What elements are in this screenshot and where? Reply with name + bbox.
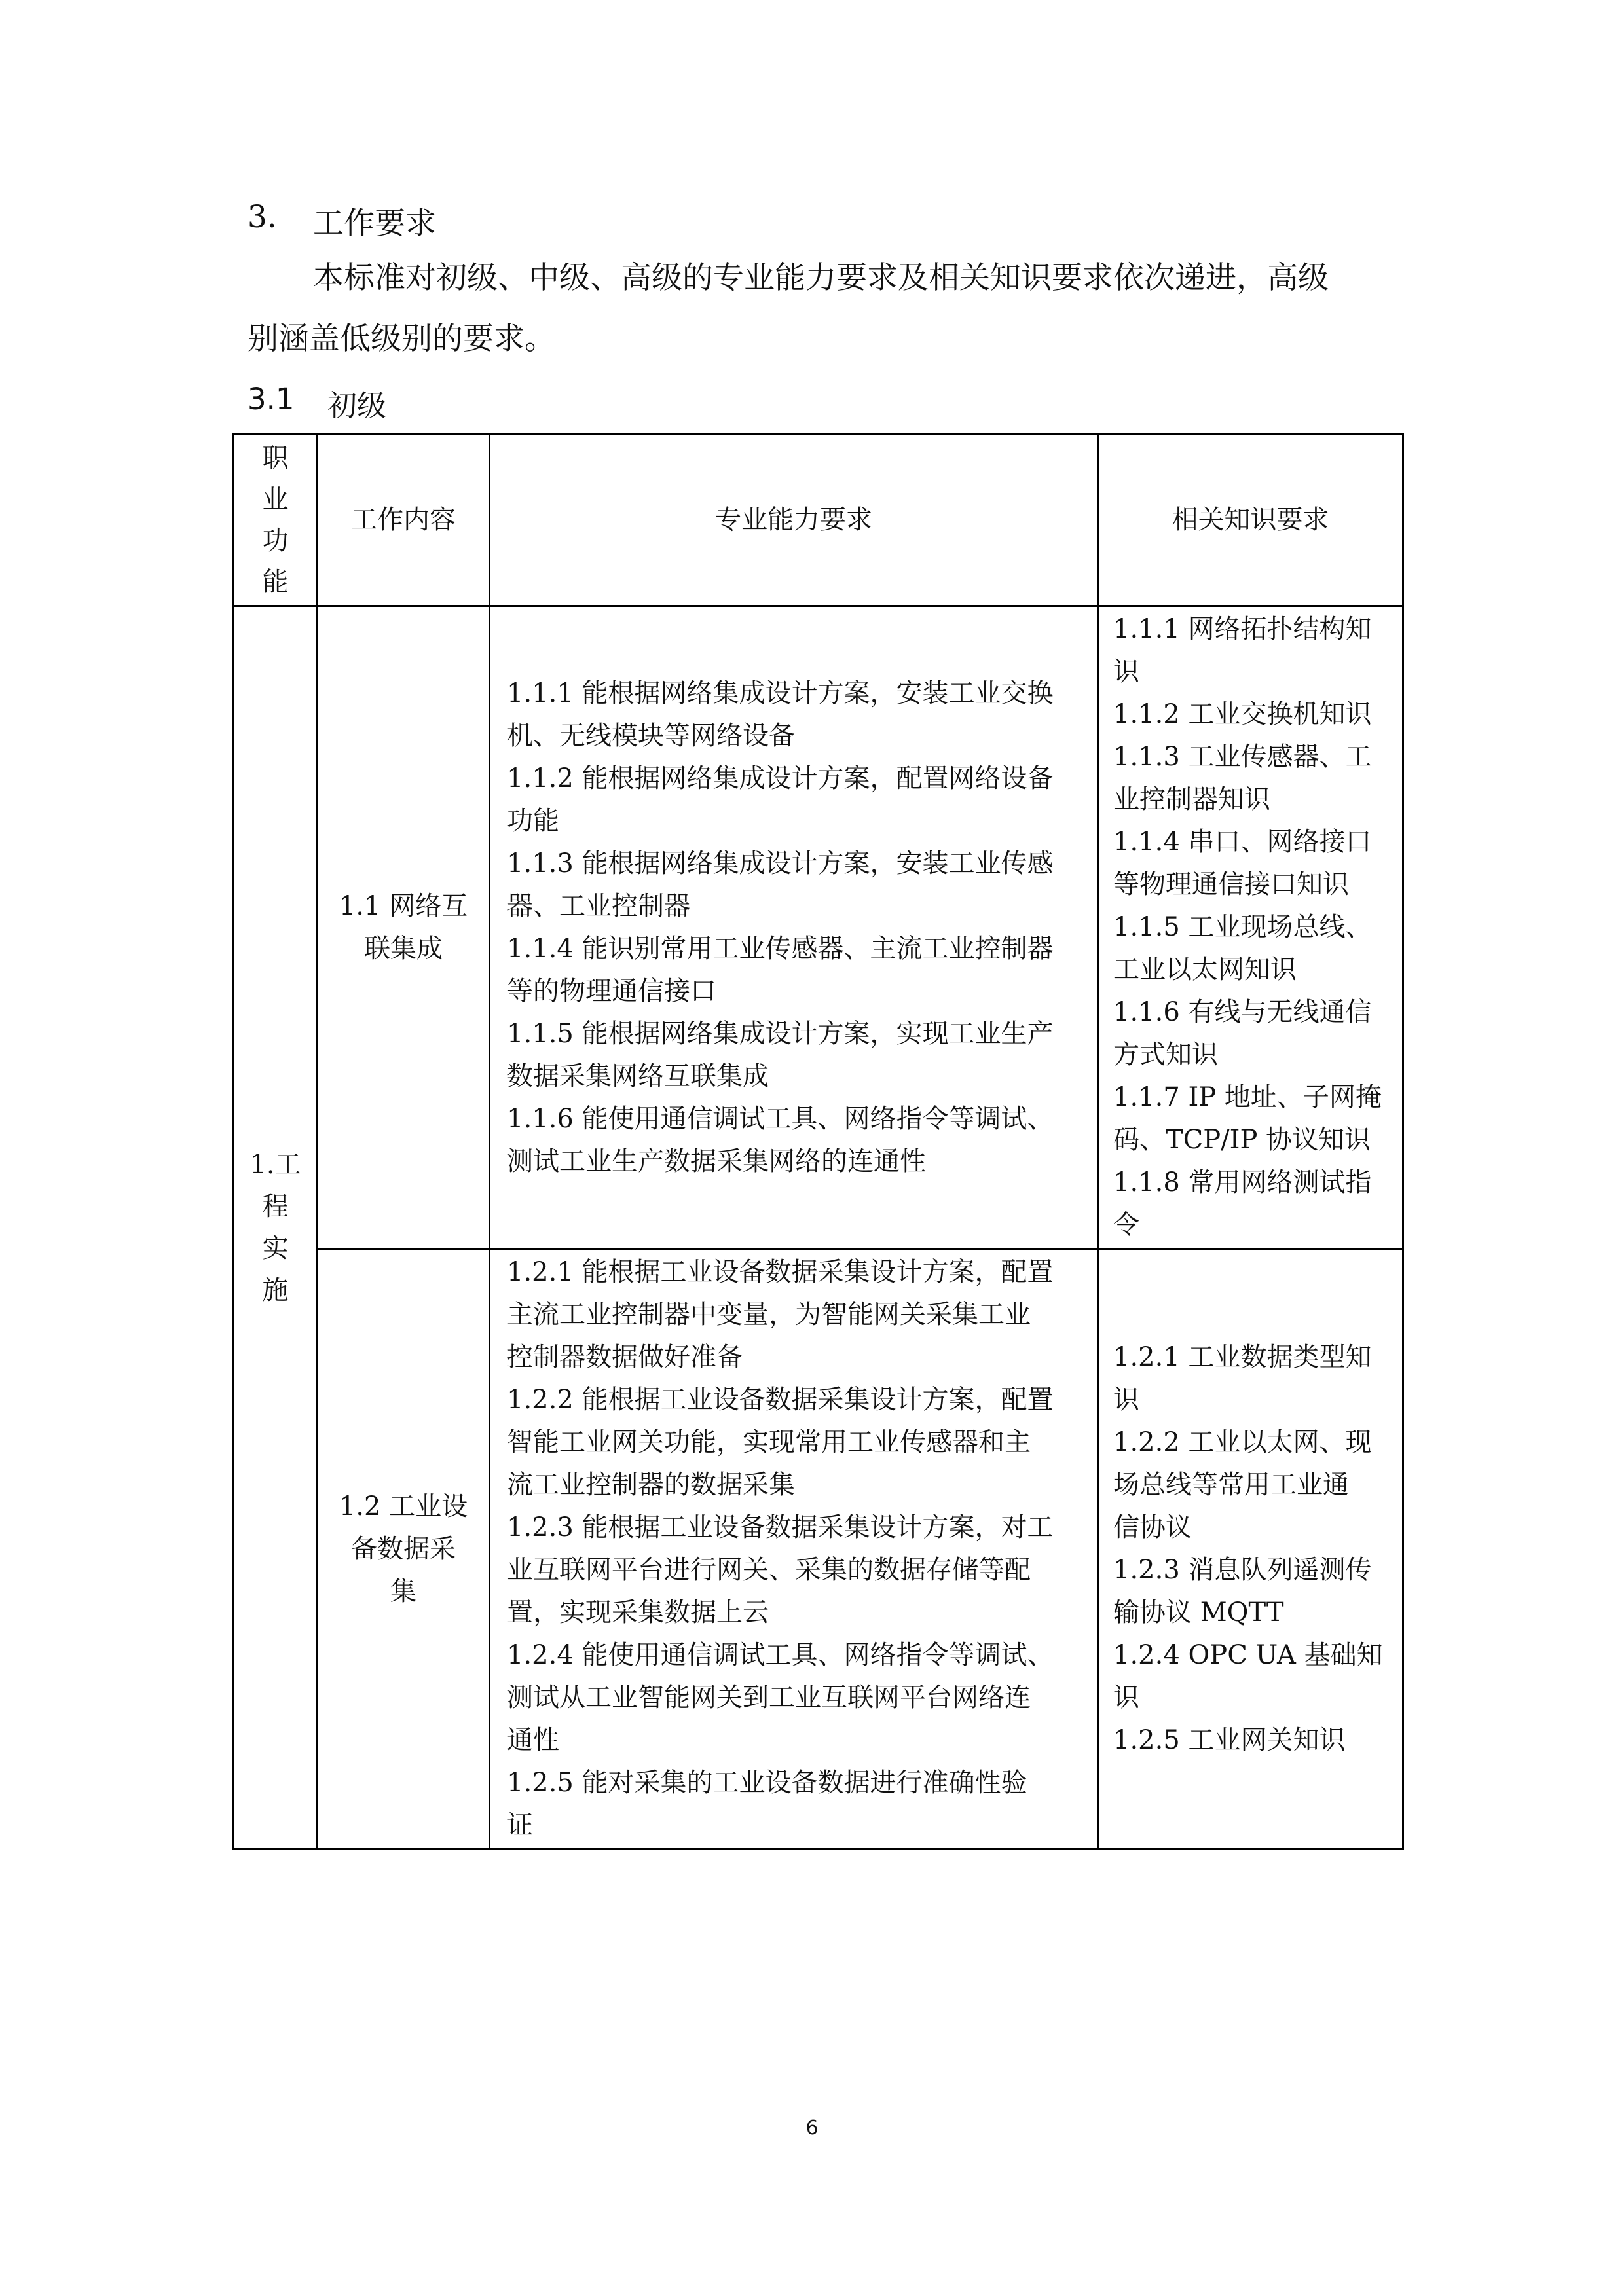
knowledge-line: 场总线等常用工业通 <box>1113 1470 1349 1500</box>
ability-line: 数据采集网络互联集成 <box>507 1061 769 1091</box>
ability-line: 测试工业生产数据采集网络的连通性 <box>507 1146 926 1176</box>
header-ability: 专业能力要求 <box>490 435 1098 606</box>
ability-line: 智能工业网关功能，实现常用工业传感器和主 <box>507 1427 1031 1457</box>
knowledge-line: 信协议 <box>1113 1512 1192 1542</box>
ability-cell <box>490 606 1098 1249</box>
knowledge-line: 1.1.7 IP 地址、子网掩 <box>1113 1082 1382 1112</box>
ability-line: 测试从工业智能网关到工业互联网平台网络连 <box>507 1683 1031 1713</box>
ability-line: 流工业控制器的数据采集 <box>507 1470 795 1500</box>
header-function-char: 业 <box>262 484 289 515</box>
knowledge-line: 1.1.5 工业现场总线、 <box>1113 912 1372 942</box>
ability-line: 机、无线模块等网络设备 <box>507 720 795 751</box>
work-content-line: 1.1 网络互 <box>339 890 468 921</box>
ability-line: 1.2.1 能根据工业设备数据采集设计方案，配置 <box>507 1257 1054 1287</box>
knowledge-line: 1.1.4 串口、网络接口 <box>1113 827 1372 857</box>
knowledge-line: 1.1.2 工业交换机知识 <box>1113 699 1372 729</box>
header-knowledge: 相关知识要求 <box>1098 435 1403 606</box>
ability-line: 主流工业控制器中变量，为智能网关采集工业 <box>507 1300 1031 1330</box>
knowledge-cell <box>1098 1249 1403 1850</box>
ability-line: 1.1.2 能根据网络集成设计方案，配置网络设备 <box>507 763 1054 793</box>
ability-cell <box>490 1249 1098 1850</box>
function-cell-char: 施 <box>262 1275 289 1305</box>
requirements-table <box>232 433 1404 1850</box>
knowledge-line: 1.2.5 工业网关知识 <box>1113 1725 1346 1755</box>
knowledge-line: 识 <box>1113 1385 1139 1415</box>
knowledge-line: 工业以太网知识 <box>1113 955 1297 985</box>
header-function <box>234 435 318 606</box>
ability-line: 器、工业控制器 <box>507 890 690 921</box>
ability-line: 1.1.6 能使用通信调试工具、网络指令等调试、 <box>507 1103 1054 1134</box>
knowledge-line: 1.1.1 网络拓扑结构知 <box>1113 614 1372 644</box>
ability-line: 1.2.4 能使用通信调试工具、网络指令等调试、 <box>507 1640 1054 1670</box>
function-cell-char: 实 <box>262 1233 289 1264</box>
work-content-cell <box>318 1249 490 1850</box>
ability-line: 1.1.1 能根据网络集成设计方案，安装工业交换 <box>507 678 1054 708</box>
work-content-line: 集 <box>390 1576 416 1607</box>
knowledge-line: 业控制器知识 <box>1113 784 1270 814</box>
header-function-char: 能 <box>262 566 289 597</box>
knowledge-line: 1.1.3 工业传感器、工 <box>1113 742 1372 772</box>
intro-line-2: 别涵盖低级别的要求。 <box>248 321 555 357</box>
ability-line: 控制器数据做好准备 <box>507 1342 743 1372</box>
knowledge-line: 输协议 MQTT <box>1113 1597 1284 1628</box>
table-row <box>234 1249 1403 1850</box>
section-title: 工作要求 <box>313 206 436 242</box>
function-cell-char: 1.工 <box>249 1150 301 1180</box>
work-content-line: 联集成 <box>364 933 443 964</box>
knowledge-line: 1.1.6 有线与无线通信 <box>1113 997 1372 1027</box>
knowledge-line: 码、TCP/IP 协议知识 <box>1113 1125 1371 1155</box>
ability-line: 等的物理通信接口 <box>507 975 716 1006</box>
knowledge-line: 1.2.1 工业数据类型知 <box>1113 1342 1372 1372</box>
knowledge-line: 令 <box>1113 1210 1139 1240</box>
knowledge-line: 1.2.2 工业以太网、现 <box>1113 1427 1372 1457</box>
work-content-line: 1.2 工业设 <box>339 1491 468 1522</box>
knowledge-line: 1.2.3 消息队列遥测传 <box>1113 1555 1372 1585</box>
ability-line: 功能 <box>507 805 559 836</box>
ability-line: 1.2.5 能对采集的工业设备数据进行准确性验 <box>507 1768 1027 1798</box>
knowledge-line: 1.1.8 常用网络测试指 <box>1113 1167 1372 1197</box>
knowledge-cell <box>1098 606 1403 1249</box>
subsection-title: 初级 <box>327 388 387 423</box>
intro-line-1: 本标准对初级、中级、高级的专业能力要求及相关知识要求依次递进，高级 <box>313 260 1329 296</box>
header-work-content: 工作内容 <box>318 435 490 606</box>
ability-line: 1.1.4 能识别常用工业传感器、主流工业控制器 <box>507 933 1054 964</box>
ability-line: 置，实现采集数据上云 <box>507 1597 769 1628</box>
knowledge-line: 方式知识 <box>1113 1040 1218 1070</box>
ability-line: 证 <box>507 1810 533 1840</box>
work-content-cell <box>318 606 490 1249</box>
ability-line: 业互联网平台进行网关、采集的数据存储等配 <box>507 1555 1031 1585</box>
section-number: 3. <box>248 199 277 235</box>
header-function-char: 职 <box>262 443 289 473</box>
ability-line: 1.1.5 能根据网络集成设计方案，实现工业生产 <box>507 1018 1054 1049</box>
ability-line: 1.2.3 能根据工业设备数据采集设计方案，对工 <box>507 1512 1054 1542</box>
knowledge-line: 识 <box>1113 657 1139 687</box>
function-cell <box>234 606 318 1850</box>
knowledge-line: 1.2.4 OPC UA 基础知 <box>1113 1640 1383 1670</box>
knowledge-line: 等物理通信接口知识 <box>1113 869 1349 900</box>
knowledge-line: 识 <box>1113 1683 1139 1713</box>
table-row <box>234 606 1403 1249</box>
ability-line: 1.1.3 能根据网络集成设计方案，安装工业传感 <box>507 848 1054 879</box>
table-header-row <box>234 435 1403 606</box>
ability-line: 1.2.2 能根据工业设备数据采集设计方案，配置 <box>507 1385 1054 1415</box>
work-content-line: 备数据采 <box>351 1533 456 1564</box>
header-function-char: 功 <box>262 525 289 556</box>
function-cell-char: 程 <box>262 1192 289 1222</box>
subsection-number: 3.1 <box>248 382 295 416</box>
page-number: 6 <box>805 2117 819 2140</box>
ability-line: 通性 <box>507 1725 559 1755</box>
